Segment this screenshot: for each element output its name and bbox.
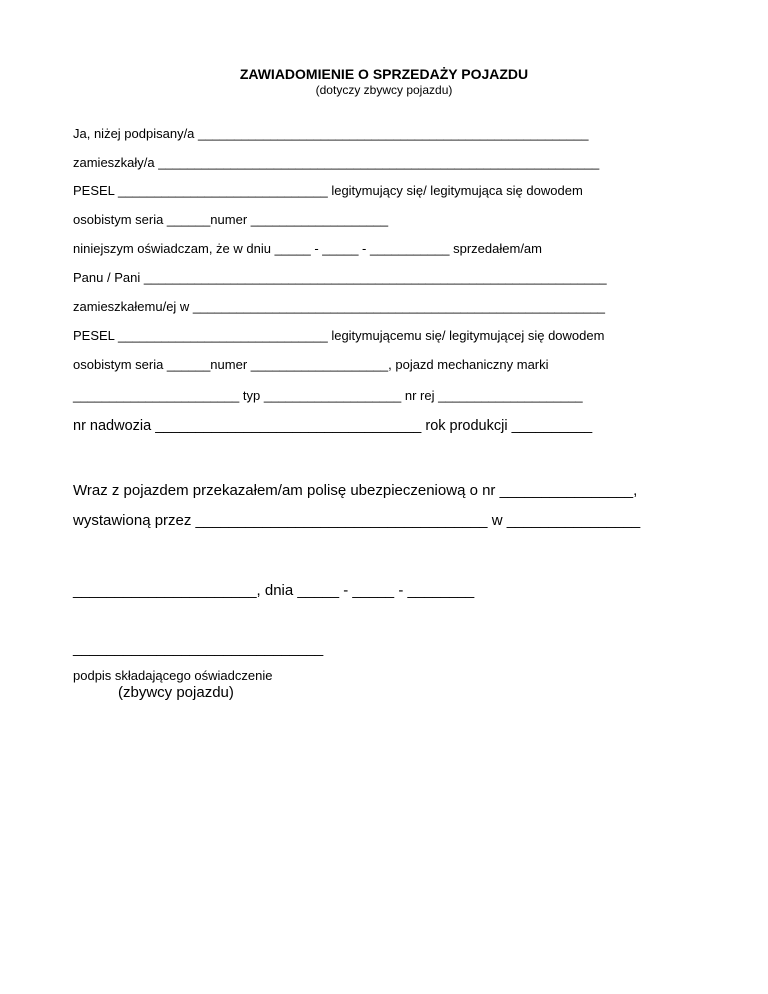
document-subtitle: (dotyczy zbywcy pojazdu) (315, 83, 453, 97)
line-pesel-buyer: PESEL _____________________________ legitymującemu się/ legitymującej się dowodem (73, 328, 605, 343)
line-pesel-seller: PESEL _____________________________ legitymujący się/ legitymująca się dowodem (73, 183, 583, 198)
line-buyer-address: zamieszkałemu/ej w _________________________________________________________ (73, 299, 606, 314)
line-vin-year: nr nadwozia _________________________________ rok produkcji __________ (73, 418, 593, 434)
line-insurance-policy: Wraz z pojazdem przekazałem/am polisę ubezpieczeniową o nr ________________, (73, 482, 638, 499)
signature-line: ______________________________ (73, 640, 324, 657)
line-place-date: ______________________, dnia _____ - _____ - ________ (73, 582, 475, 599)
line-signatory-name: Ja, niżej podpisany/a ______________________________________________________ (73, 126, 589, 141)
line-type-registration: _______________________ typ ___________________ nr rej ____________________ (73, 388, 583, 403)
line-id-buyer-vehicle-make: osobistym seria ______numer ___________________, pojazd mechaniczny marki (73, 357, 549, 372)
line-issued-by: wystawioną przez ___________________________________ w ________________ (73, 512, 641, 529)
line-declaration-date: niniejszym oświadczam, że w dniu _____ - _____ - ___________ sprzedałem/am (73, 241, 542, 256)
line-buyer-name: Panu / Pani ________________________________________________________________ (73, 270, 607, 285)
line-id-seller: osobistym seria ______numer ___________________ (73, 212, 389, 227)
signature-caption: podpis składającego oświadczenie (73, 668, 273, 683)
document-title: ZAWIADOMIENIE O SPRZEDAŻY POJAZDU (239, 66, 529, 82)
line-address: zamieszkały/a _____________________________________________________________ (73, 155, 600, 170)
signature-caption-role: (zbywcy pojazdu) (118, 684, 234, 701)
